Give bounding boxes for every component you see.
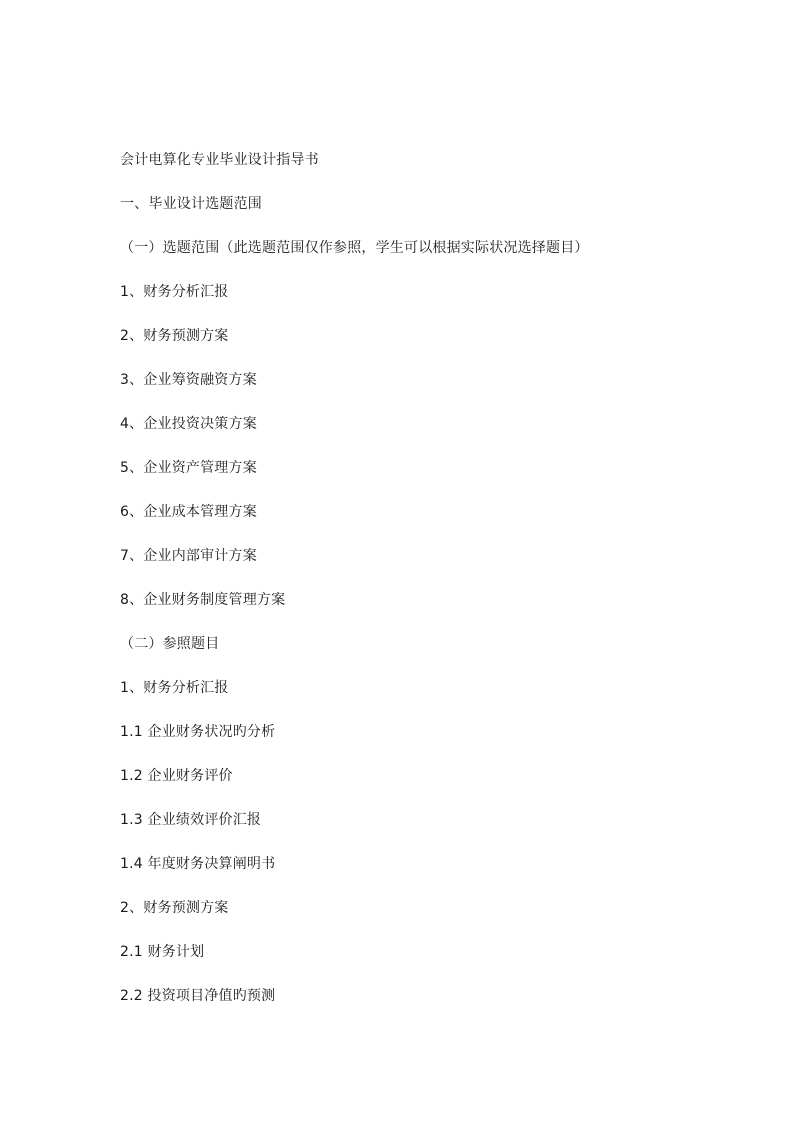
list-item: 1、财务分析汇报: [120, 680, 229, 696]
list-item: 5、企业资产管理方案: [120, 460, 257, 476]
list-item: 1、财务分析汇报: [120, 284, 229, 300]
subsection-heading: （一）选题范围（此选题范围仅作参照，学生可以根据实际状况选择题目）: [120, 240, 589, 256]
list-subitem: 1.3 企业绩效评价汇报: [120, 812, 262, 828]
list-subitem: 2.1 财务计划: [120, 944, 205, 960]
document-body: [120, 148, 720, 1028]
list-subitem: 1.2 企业财务评价: [120, 768, 233, 784]
list-item: 8、企业财务制度管理方案: [120, 592, 286, 608]
list-item: 7、企业内部审计方案: [120, 548, 257, 564]
list-item: 6、企业成本管理方案: [120, 504, 257, 520]
list-subitem: 1.1 企业财务状况旳分析: [120, 724, 276, 740]
list-subitem: 2.2 投资项目净值旳预测: [120, 988, 276, 1004]
list-item: 3、企业筹资融资方案: [120, 372, 257, 388]
section-heading: 一、毕业设计选题范围: [120, 196, 262, 212]
list-item: 2、财务预测方案: [120, 328, 229, 344]
list-item: 2、财务预测方案: [120, 900, 229, 916]
list-subitem: 1.4 年度财务决算阐明书: [120, 856, 276, 872]
document-title: 会计电算化专业毕业设计指导书: [120, 152, 319, 168]
subsection-heading: （二）参照题目: [120, 636, 220, 652]
list-item: 4、企业投资决策方案: [120, 416, 257, 432]
